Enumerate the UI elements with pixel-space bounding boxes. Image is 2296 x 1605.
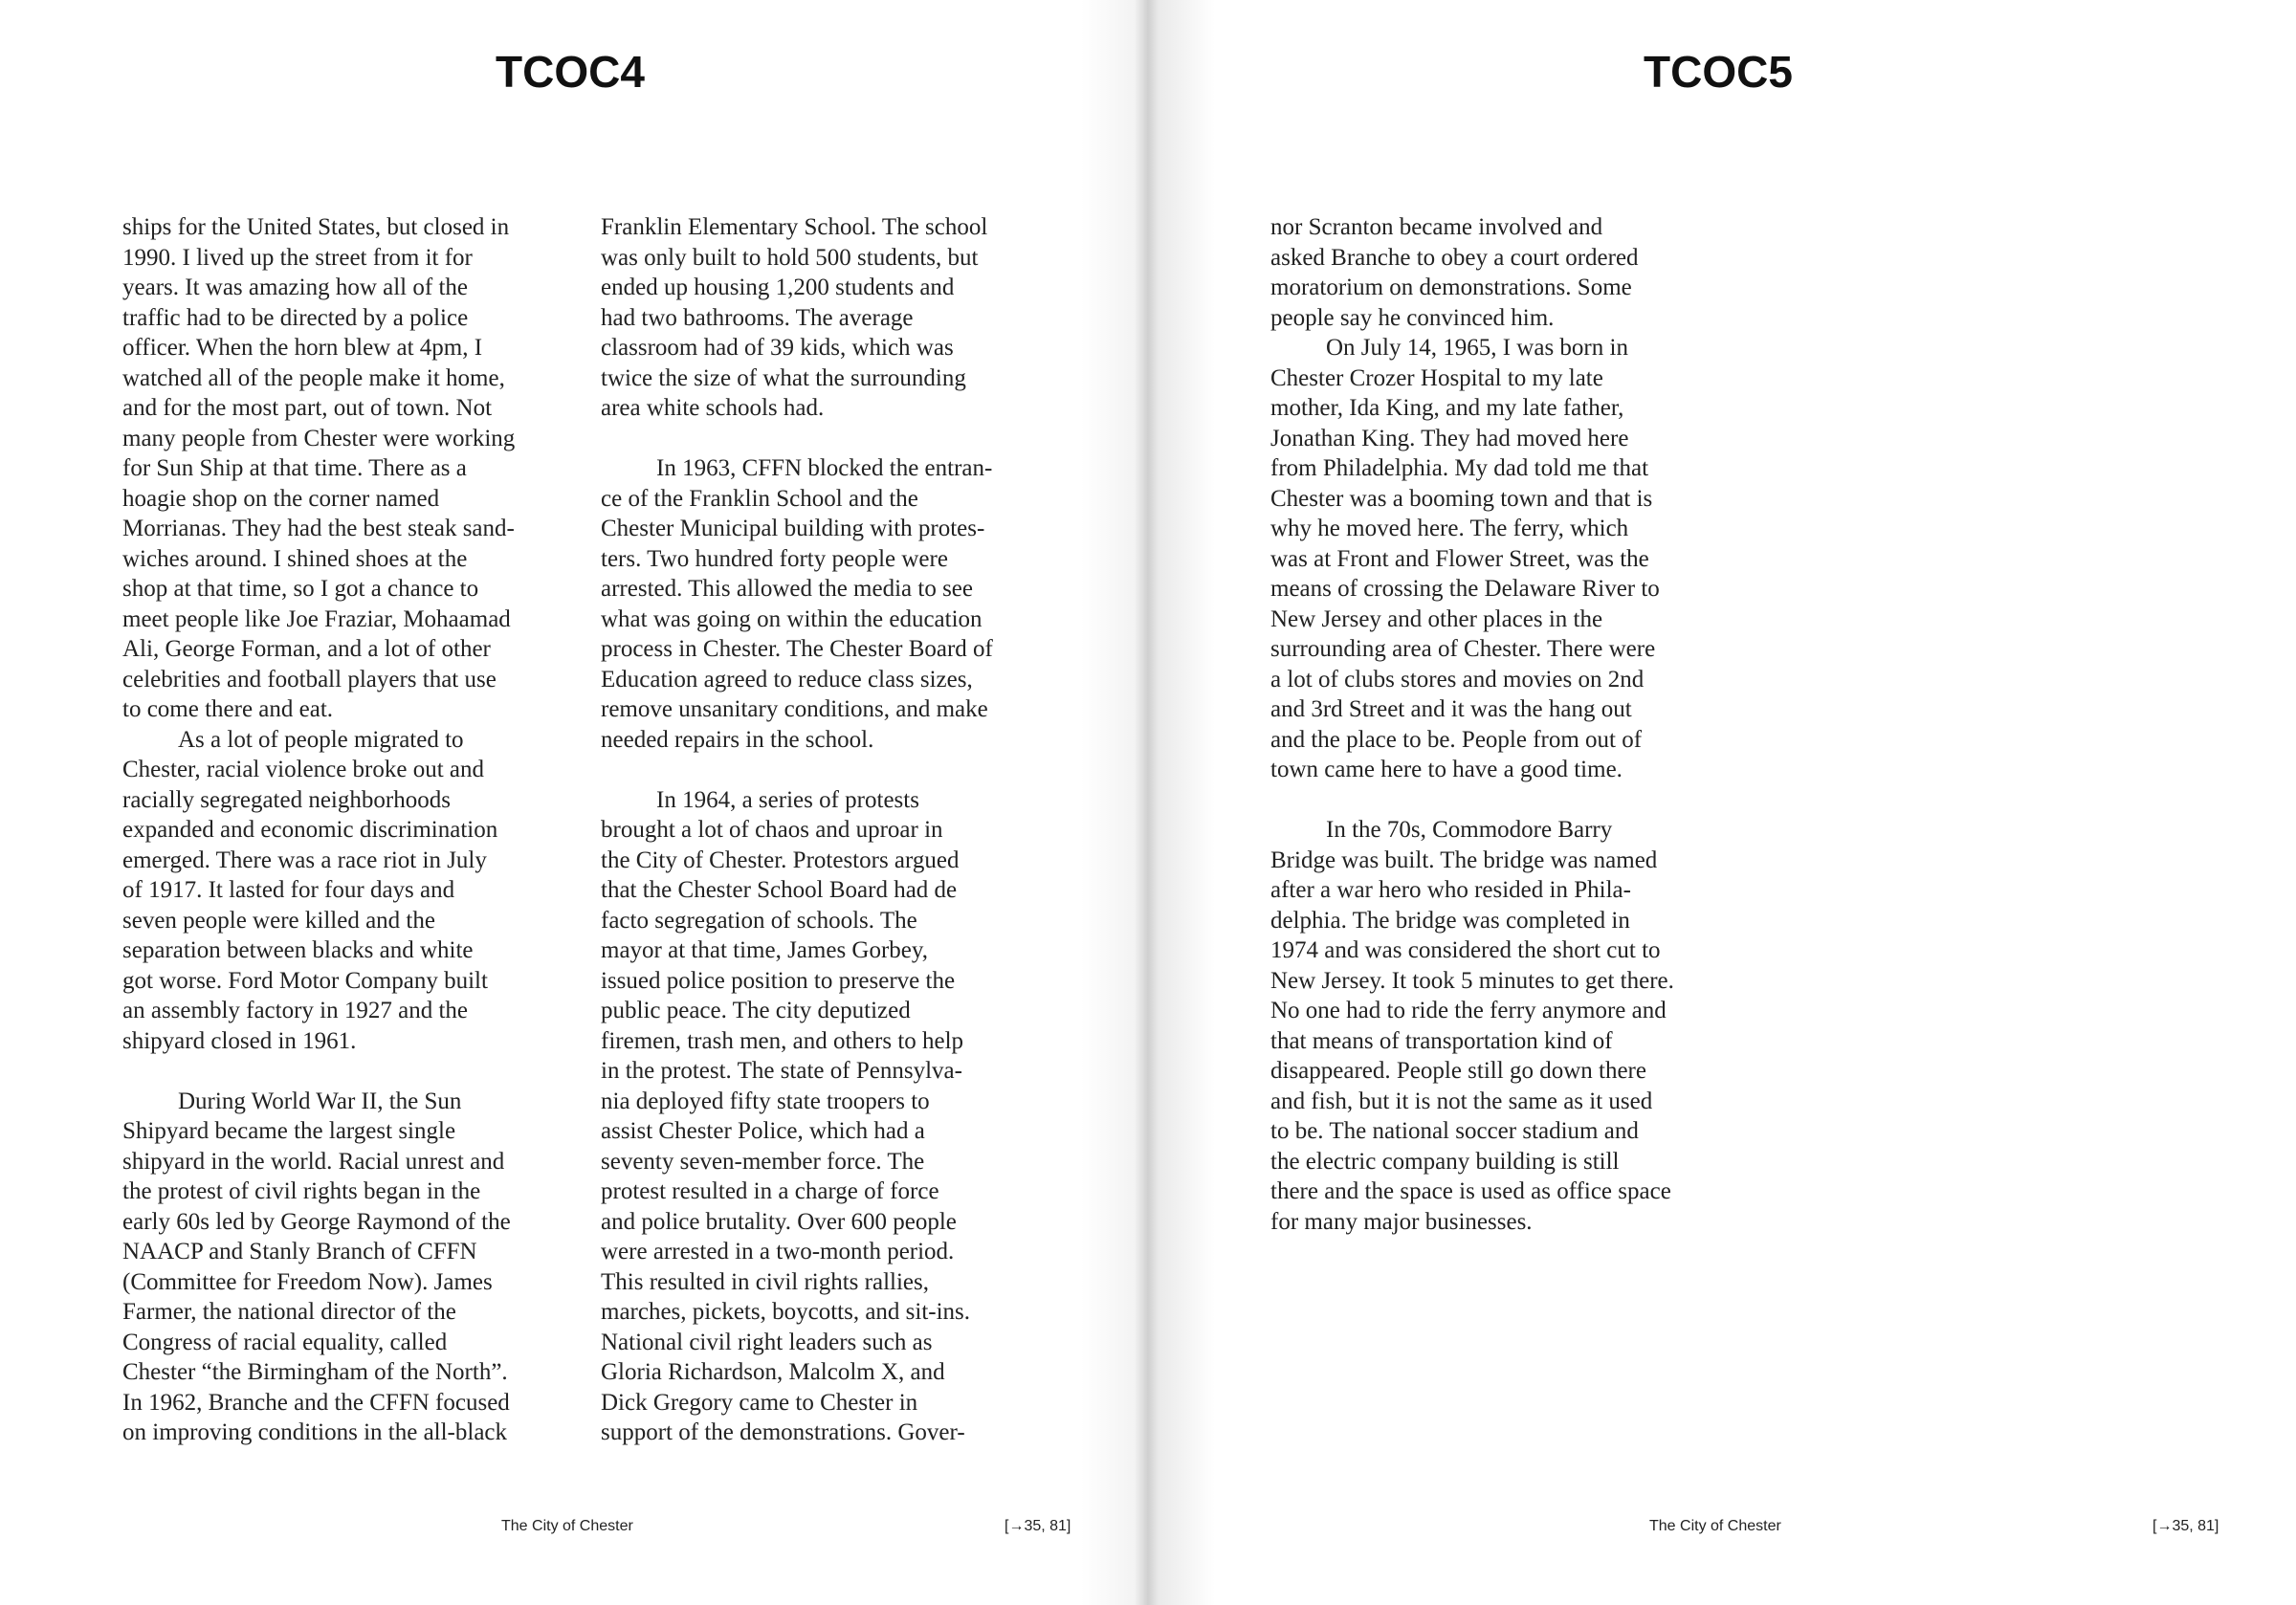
- paragraph: In 1963, CFFN blocked the entran- ce of the Franklin School and the Chester Municipal building with protes- ters. Two hundred forty people were arrested. This allowed the media to see what was going on within the education process in Chester. The Chester Board of Education agreed to reduce class sizes, remove unsanitary conditions, and make needed repairs in the school.: [601, 455, 993, 753]
- running-footer-title: The City of Chester: [1649, 1518, 1781, 1534]
- right-page: [1148, 0, 2296, 1605]
- text-column: [122, 212, 553, 1448]
- page-title: TCOC4: [496, 47, 645, 97]
- paragraph: During World War II, the Sun Shipyard became the largest single shipyard in the world. Racial unrest and the protest of civil rights began in the early 60s led by George Raymond of the NAACP and Stanly Branch of CFFN (Committee for Freedom Now). James Farmer, the national director of the Congress of racial equality, called Chester “the Birmingham of the North”. In 1962, Branche and the CFFN focused on improving conditions in the all-black: [122, 1088, 511, 1445]
- paragraph: On July 14, 1965, I was born in Chester Crozer Hospital to my late mother, Ida King, and my late father, Jonathan King. They had moved here from Philadelphia. My dad told me that Chester was a booming town and that is why he moved here. The ferry, which was at Front and Flower Street, was the means of crossing the Delaware River to New Jersey and other places in the surrounding area of Chester. There were a lot of clubs stores and movies on 2nd and 3rd Street and it was the hang out and the place to be. People from out of town came here to have a good time.: [1270, 335, 1660, 782]
- paragraph: ships for the United States, but closed in 1990. I lived up the street from it for years. It was amazing how all of the traffic had to be directed by a police officer. When the horn blew at 4pm, I watched all of the people make it home, and for the most part, out of town. Not many people from Chester were working for Sun Ship at that time. There as a hoagie shop on the corner named Morrianas. They had the best steak sand- wiches around. I shined shoes at the shop at that time, so I got a chance to meet people like Joe Fraziar, Mohaamad Ali, George Forman, and a lot of other celebrities and football players that use to come there and eat.: [122, 214, 516, 722]
- text-column: [1270, 212, 1701, 1237]
- running-footer-title: The City of Chester: [501, 1518, 633, 1534]
- page-reference: [→35, 81]: [2152, 1518, 2219, 1534]
- paragraph: nor Scranton became involved and asked Branche to obey a court ordered moratorium on demonstrations. Some people say he convinced him.: [1270, 214, 1639, 331]
- page-reference: [→35, 81]: [1004, 1518, 1071, 1534]
- paragraph: As a lot of people migrated to Chester, racial violence broke out and racially segregated neighborhoods expanded and economic discrimination emerged. There was a race riot in July of 1917. It lasted for four days and seven people were killed and the separation between blacks and white got worse. Ford Motor Company built an assembly factory in 1927 and the shipyard closed in 1961.: [122, 726, 498, 1054]
- paragraph: In 1964, a series of protests brought a lot of chaos and uproar in the City of Chester. Protestors argued that the Chester School Board had de facto segregation of schools. The mayor at that time, James Gorbey, issued police position to preserve the public peace. The city deputized firemen, trash men, and others to help in the protest. The state of Pennsylva- nia deployed fifty state troopers to assist Chester Police, which had a seventy seven-member force. The protest resulted in a charge of force and police brutality. Over 600 people were arrested in a two-month period. This resulted in civil rights rallies, marches, pickets, boycotts, and sit-ins. National civil right leaders such as Gloria Richardson, Malcolm X, and Dick Gregory came to Chester in support of the demonstrations. Gover-: [601, 786, 971, 1445]
- text-column: [601, 212, 1031, 1448]
- paragraph: Franklin Elementary School. The school was only built to hold 500 students, but ended up housing 1,200 students and had two bathrooms. The average classroom had of 39 kids, which was twice the size of what the surrounding area white schools had.: [601, 214, 988, 421]
- paragraph: In the 70s, Commodore Barry Bridge was built. The bridge was named after a war hero who resided in Phila- delphia. The bridge was completed in 1974 and was considered the short cut to New Jersey. It took 5 minutes to get there. No one had to ride the ferry anymore and that means of transportation kind of disappeared. People still go down there and fish, but it is not the same as it used to be. The national soccer stadium and the electric company building is still there and the space is used as office space for many major businesses.: [1270, 817, 1674, 1235]
- page-title: TCOC5: [1644, 47, 1793, 97]
